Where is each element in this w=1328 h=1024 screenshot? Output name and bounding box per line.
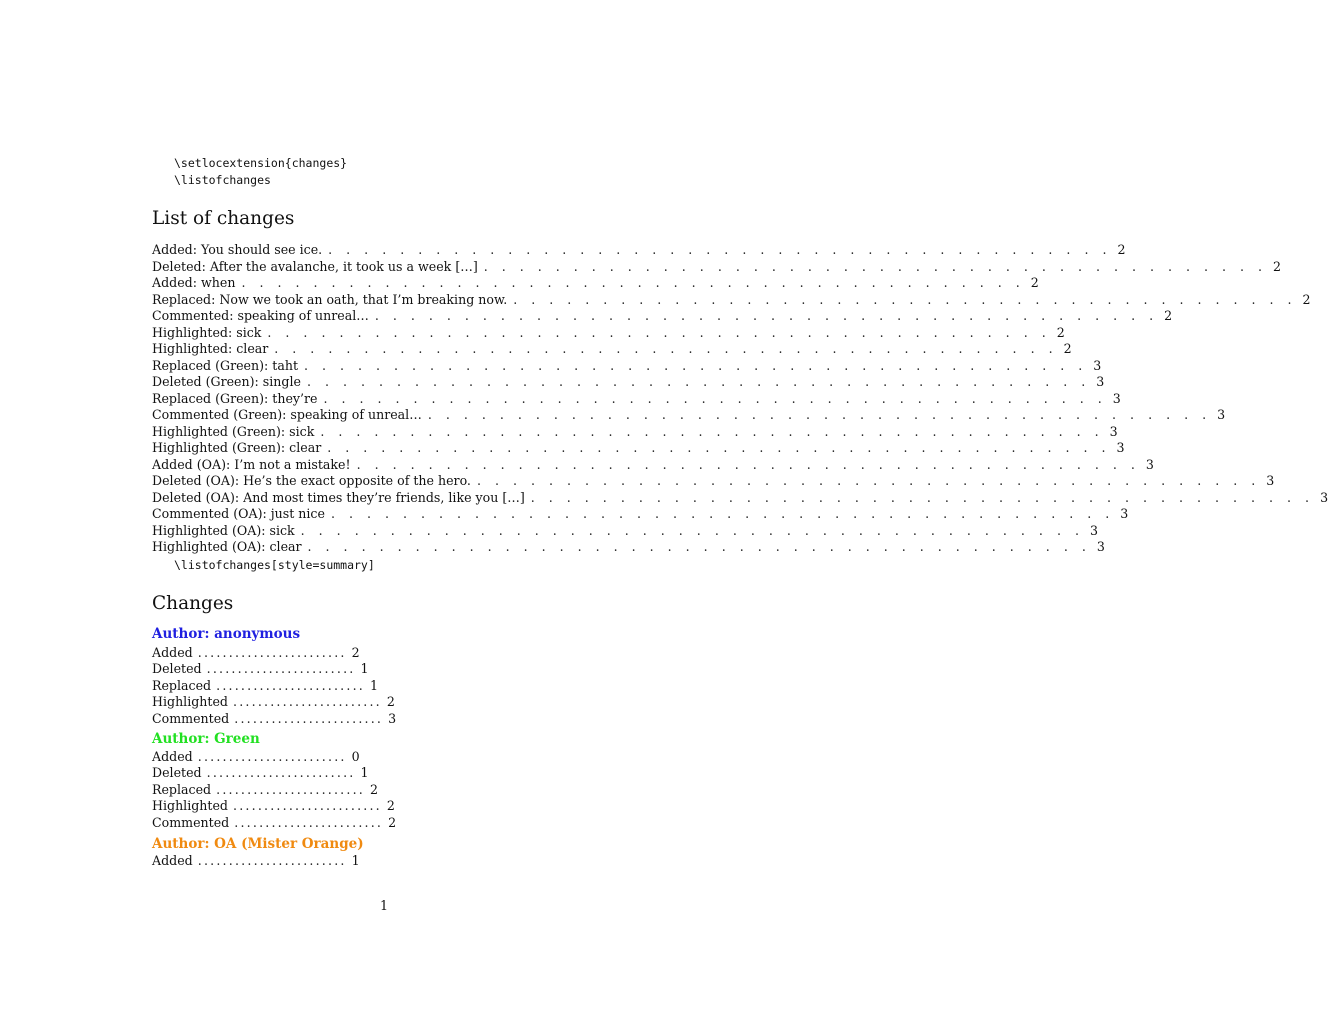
author-heading-oa: Author: OA (Mister Orange) <box>152 836 364 852</box>
toc-page-number: 3 <box>1120 506 1129 521</box>
leader-dots: ........................ <box>206 661 356 677</box>
toc-row[interactable] <box>152 258 1282 276</box>
leader-dots: ........................ <box>216 677 365 693</box>
toc-label: Added: You should see ice. <box>152 242 323 257</box>
leader-dots: . . . . . . . . . . . . . . . . . . . . . . . . . . . . . . . . . . . . . . . . . . . . <box>330 506 1115 521</box>
summary-row <box>152 765 369 781</box>
toc-label: Highlighted: sick <box>152 324 262 340</box>
summary-count: 2 <box>386 798 395 814</box>
toc-label: Deleted: After the avalanche, it took us a week […] <box>152 258 478 274</box>
summary-row <box>152 798 395 814</box>
toc-row[interactable] <box>152 423 1118 441</box>
toc-row[interactable] <box>152 357 1102 375</box>
summary-label: Deleted <box>152 765 202 781</box>
toc-label: Replaced (Green): taht <box>152 357 299 373</box>
toc-label: Deleted (OA): And most times they’re friends, like you […] <box>152 489 525 505</box>
toc-label: Highlighted: clear <box>152 341 269 356</box>
leader-dots: . . . . . . . . . . . . . . . . . . . . . . . . . . . . . . . . . . . . . . . . . . . . <box>241 275 1025 290</box>
toc-page-number: 3 <box>1217 407 1226 422</box>
code-line-listofchanges: \listofchanges <box>174 173 271 187</box>
summary-count: 2 <box>351 645 360 660</box>
summary-label: Highlighted <box>152 798 228 814</box>
leader-dots: . . . . . . . . . . . . . . . . . . . . . . . . . . . . . . . . . . . . . . . . . . . . <box>476 473 1261 488</box>
summary-label: Replaced <box>152 781 212 797</box>
leader-dots: ........................ <box>234 814 384 830</box>
toc-page-number: 2 <box>1056 324 1065 340</box>
summary-label: Deleted <box>152 661 202 677</box>
summary-row <box>152 853 360 869</box>
toc-row[interactable] <box>152 374 1105 391</box>
leader-dots: . . . . . . . . . . . . . . . . . . . . . . . . . . . . . . . . . . . . . . . . . . . . <box>300 522 1084 538</box>
toc-page-number: 3 <box>1093 357 1102 373</box>
summary-row <box>152 814 397 831</box>
summary-label: Added <box>152 853 193 868</box>
leader-dots: . . . . . . . . . . . . . . . . . . . . . . . . . . . . . . . . . . . . . . . . . . . . <box>513 291 1297 307</box>
toc-label: Highlighted (OA): sick <box>152 522 295 538</box>
toc-row[interactable] <box>152 407 1226 424</box>
list-of-changes-heading: List of changes <box>152 208 295 229</box>
summary-count: 1 <box>360 661 369 677</box>
leader-dots: ........................ <box>233 694 382 710</box>
leader-dots: . . . . . . . . . . . . . . . . . . . . . . . . . . . . . . . . . . . . . . . . . . . . <box>483 258 1268 274</box>
toc-page-number: 3 <box>1116 440 1125 455</box>
changes-heading: Changes <box>152 593 234 614</box>
toc-row[interactable] <box>152 291 1311 309</box>
leader-dots: . . . . . . . . . . . . . . . . . . . . . . . . . . . . . . . . . . . . . . . . . . . . <box>304 357 1088 373</box>
list-of-changes <box>152 242 1328 556</box>
summary-label: Highlighted <box>152 694 228 710</box>
toc-page-number: 2 <box>1030 275 1039 290</box>
summary-row <box>152 661 369 677</box>
toc-label: Deleted (Green): single <box>152 374 301 389</box>
summary-row <box>152 710 397 727</box>
summary-row <box>152 677 379 694</box>
toc-label: Highlighted (Green): sick <box>152 423 315 439</box>
toc-row[interactable] <box>152 473 1275 490</box>
author-heading-anonymous: Author: anonymous <box>152 626 301 642</box>
toc-page-number: 3 <box>1266 473 1275 488</box>
author-summary-anonymous <box>152 645 397 727</box>
summary-row <box>152 694 395 710</box>
toc-label: Commented: speaking of unreal… <box>152 308 369 323</box>
toc-page-number: 3 <box>1096 374 1105 389</box>
leader-dots: . . . . . . . . . . . . . . . . . . . . . . . . . . . . . . . . . . . . . . . . . . . . <box>306 374 1091 389</box>
page-number: 1 <box>379 898 388 913</box>
summary-count: 1 <box>360 765 369 781</box>
summary-row <box>152 781 379 798</box>
summary-count: 1 <box>351 853 360 868</box>
leader-dots: . . . . . . . . . . . . . . . . . . . . . . . . . . . . . . . . . . . . . . . . . . . . <box>307 539 1091 554</box>
leader-dots: . . . . . . . . . . . . . . . . . . . . . . . . . . . . . . . . . . . . . . . . . . . . <box>530 489 1315 505</box>
summary-count: 2 <box>370 781 379 797</box>
summary-count: 2 <box>386 694 395 710</box>
leader-dots: ........................ <box>234 710 384 726</box>
leader-dots: ........................ <box>197 645 347 660</box>
toc-row[interactable] <box>152 456 1154 474</box>
leader-dots: . . . . . . . . . . . . . . . . . . . . . . . . . . . . . . . . . . . . . . . . . . . . <box>267 324 1051 340</box>
leader-dots: . . . . . . . . . . . . . . . . . . . . . . . . . . . . . . . . . . . . . . . . . . . . <box>374 308 1159 323</box>
leader-dots: . . . . . . . . . . . . . . . . . . . . . . . . . . . . . . . . . . . . . . . . . . . . <box>320 423 1104 439</box>
toc-row[interactable] <box>152 324 1065 342</box>
toc-row[interactable] <box>152 275 1039 292</box>
summary-label: Added <box>152 749 193 764</box>
leader-dots: . . . . . . . . . . . . . . . . . . . . . . . . . . . . . . . . . . . . . . . . . . . . <box>327 440 1111 455</box>
toc-label: Highlighted (Green): clear <box>152 440 322 455</box>
toc-page-number: 3 <box>1089 522 1098 538</box>
summary-label: Replaced <box>152 677 212 693</box>
toc-label: Commented (OA): just nice <box>152 506 325 521</box>
toc-label: Deleted (OA): He’s the exact opposite of the hero. <box>152 473 471 488</box>
summary-count: 2 <box>388 814 397 830</box>
leader-dots: ........................ <box>197 853 347 868</box>
leader-dots: . . . . . . . . . . . . . . . . . . . . . . . . . . . . . . . . . . . . . . . . . . . . <box>274 341 1058 356</box>
author-summary-oa <box>152 853 360 869</box>
leader-dots: . . . . . . . . . . . . . . . . . . . . . . . . . . . . . . . . . . . . . . . . . . . . <box>427 407 1212 422</box>
toc-page-number: 3 <box>1112 390 1121 406</box>
toc-label: Added: when <box>152 275 236 290</box>
summary-label: Commented <box>152 814 230 830</box>
summary-label: Commented <box>152 710 230 726</box>
toc-page-number: 3 <box>1145 456 1154 472</box>
code-line-setlocextension: \setlocextension{changes} <box>174 156 348 170</box>
leader-dots: ........................ <box>197 749 347 764</box>
toc-label: Added (OA): I’m not a mistake! <box>152 456 351 472</box>
author-summary-green <box>152 749 397 831</box>
summary-label: Added <box>152 645 193 660</box>
toc-row[interactable] <box>152 341 1072 358</box>
toc-page-number: 3 <box>1109 423 1118 439</box>
toc-page-number: 2 <box>1164 308 1173 323</box>
summary-count: 3 <box>388 710 397 726</box>
toc-row[interactable] <box>152 440 1125 457</box>
toc-row[interactable] <box>152 506 1129 523</box>
summary-row <box>152 645 360 661</box>
toc-row[interactable] <box>152 522 1098 540</box>
toc-label: Replaced (Green): they’re <box>152 390 318 406</box>
toc-page-number: 2 <box>1117 242 1126 257</box>
toc-page-number: 2 <box>1273 258 1282 274</box>
toc-label: Replaced: Now we took an oath, that I’m breaking now. <box>152 291 508 307</box>
leader-dots: ........................ <box>206 765 356 781</box>
toc-row[interactable] <box>152 390 1121 408</box>
summary-count: 1 <box>370 677 379 693</box>
toc-page-number: 3 <box>1320 489 1328 505</box>
toc-row[interactable] <box>152 242 1126 259</box>
toc-label: Highlighted (OA): clear <box>152 539 302 554</box>
toc-page-number: 2 <box>1302 291 1311 307</box>
summary-count: 0 <box>351 749 360 764</box>
leader-dots: . . . . . . . . . . . . . . . . . . . . . . . . . . . . . . . . . . . . . . . . . . . . <box>328 242 1112 257</box>
toc-row[interactable] <box>152 539 1105 556</box>
summary-row <box>152 749 360 765</box>
leader-dots: . . . . . . . . . . . . . . . . . . . . . . . . . . . . . . . . . . . . . . . . . . . . <box>356 456 1140 472</box>
leader-dots: ........................ <box>233 798 382 814</box>
leader-dots: . . . . . . . . . . . . . . . . . . . . . . . . . . . . . . . . . . . . . . . . . . . . <box>323 390 1107 406</box>
toc-page-number: 3 <box>1096 539 1105 554</box>
toc-row[interactable] <box>152 308 1173 325</box>
toc-row[interactable] <box>152 489 1328 507</box>
toc-label: Commented (Green): speaking of unreal… <box>152 407 422 422</box>
toc-page-number: 2 <box>1063 341 1072 356</box>
code-line-listofchanges-summary: \listofchanges[style=summary] <box>174 558 375 572</box>
author-heading-green: Author: Green <box>152 731 260 747</box>
leader-dots: ........................ <box>216 781 365 797</box>
